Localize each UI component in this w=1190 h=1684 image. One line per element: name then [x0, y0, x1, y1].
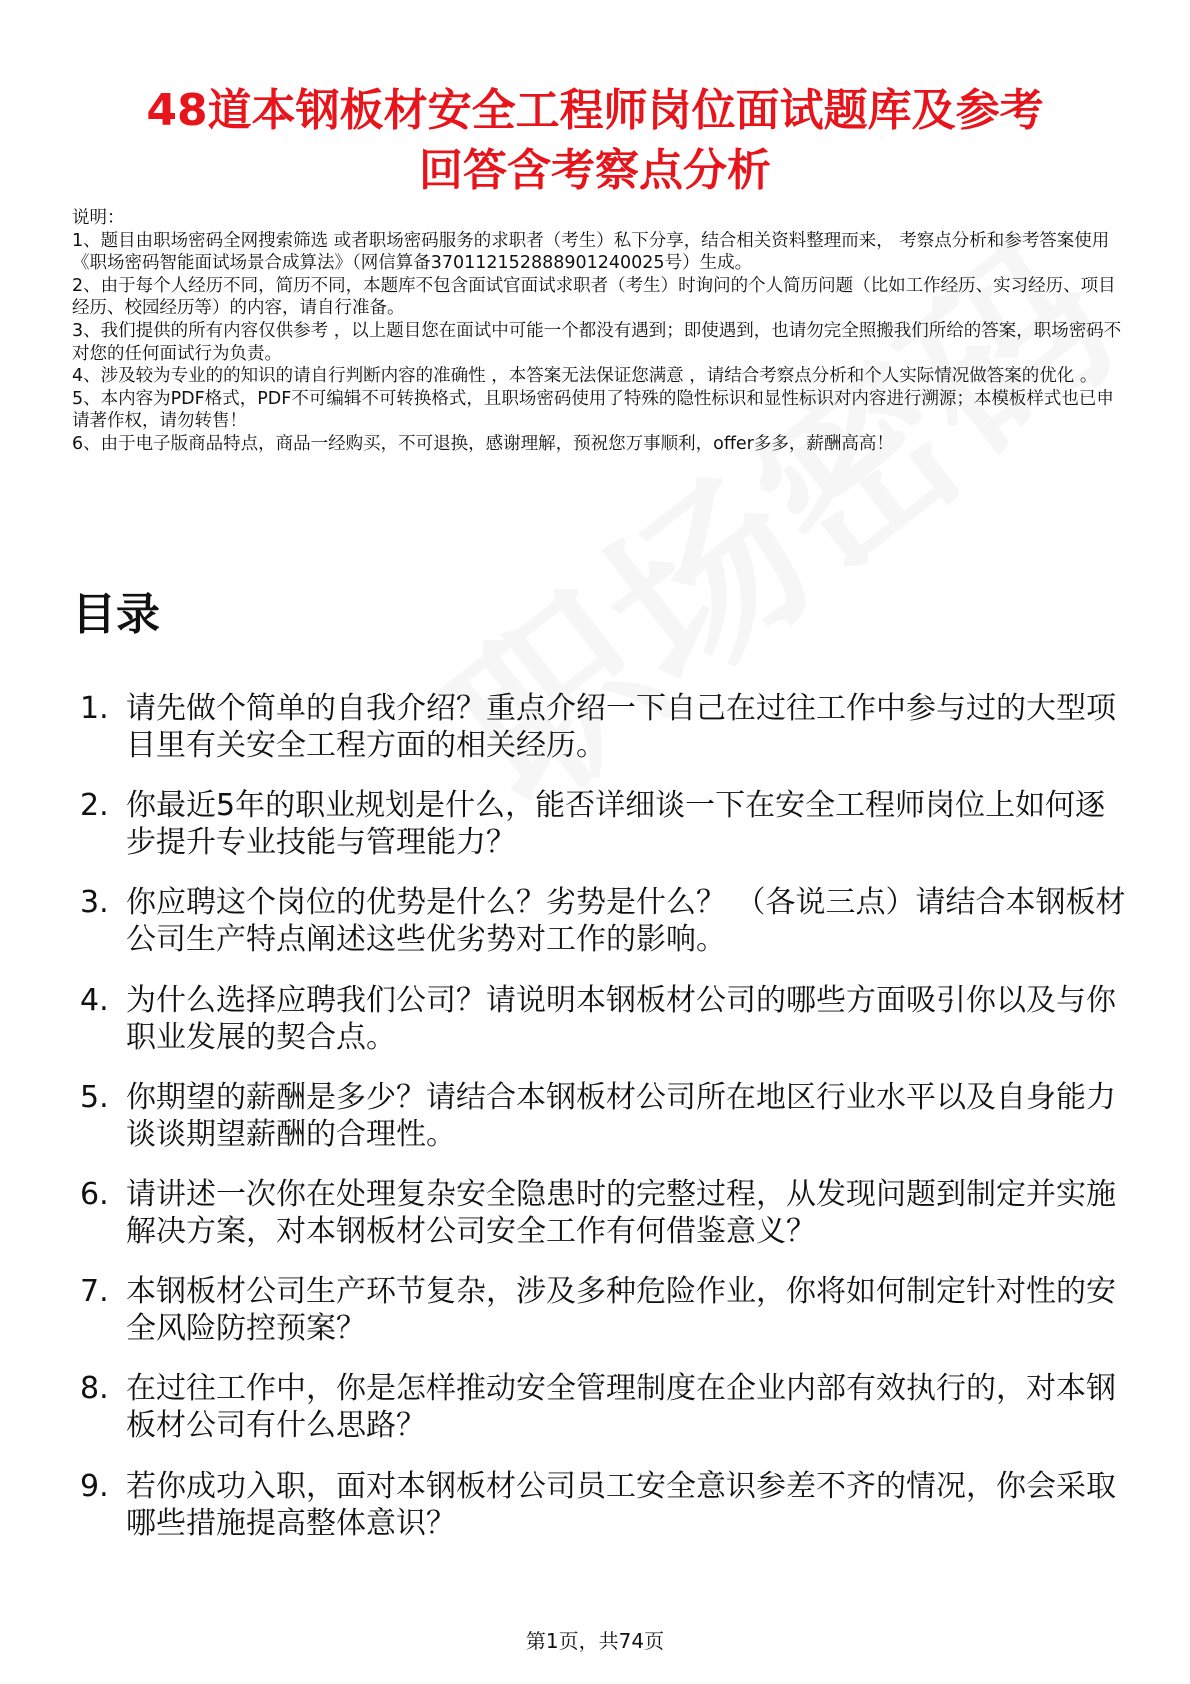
notes-section	[72, 207, 1122, 456]
question-item	[80, 690, 1130, 787]
question-number: 2.	[80, 788, 109, 824]
note-item: 6、由于电子版商品特点，商品一经购买，不可退换，感谢理解，预祝您万事顺利，offer多多，薪酬高高！	[72, 433, 894, 454]
note-item: 2、由于每个人经历不同，简历不同，本题库不包含面试官面试求职者（考生）时询问的个人简历问题（比如工作经历、实习经历、项目经历、校园经历等）的内容，请自行准备。	[72, 275, 1116, 319]
note-item: 5、本内容为PDF格式，PDF不可编辑不可转换格式，且职场密码使用了特殊的隐性标识和显性标识对内容进行溯源；本模板样式也已申请著作权，请勿转售！	[72, 388, 1114, 432]
note-item: 3、我们提供的所有内容仅供参考 ，以上题目您在面试中可能一个都没有遇到；即使遇到，也请勿完全照搬我们所给的答案，职场密码不对您的任何面试行为负责。	[72, 320, 1122, 364]
note-item: 4、涉及较为专业的的知识的请自行判断内容的准确性 ，本答案无法保证您满意 ，请结合考察点分析和个人实际情况做答案的优化 。	[72, 366, 1098, 387]
toc-heading: 目录	[72, 589, 160, 640]
question-list	[80, 690, 1130, 1565]
question-text: 你期望的薪酬是多少？请结合本钢板材公司所在地区行业水平以及自身能力谈谈期望薪酬的合理性。	[126, 1079, 1116, 1152]
notes-heading: 说明：	[72, 208, 125, 228]
question-item	[80, 787, 1130, 884]
note-item: 1、题目由职场密码全网搜索筛选 或者职场密码服务的求职者（考生）私下分享，结合相关资料整理而来， 考察点分析和参考答案使用《职场密码智能面试场景合成算法》（网信算备370112152888901240025号）生成。	[72, 230, 1110, 274]
question-item	[80, 982, 1130, 1079]
question-item	[80, 884, 1130, 981]
question-text: 请讲述一次你在处理复杂安全隐患时的完整过程，从发现问题到制定并实施解决方案，对本钢板材公司安全工作有何借鉴意义？	[126, 1176, 1116, 1249]
question-number: 5.	[80, 1079, 109, 1115]
question-number: 7.	[80, 1274, 109, 1310]
title-line-2: 回答含考察点分析	[419, 145, 771, 197]
question-number: 3.	[80, 885, 109, 921]
question-text: 你应聘这个岗位的优势是什么？劣势是什么？ （各说三点）请结合本钢板材公司生产特点阐述这些优劣势对工作的影响。	[126, 885, 1126, 958]
question-item	[80, 1273, 1130, 1370]
question-number: 1.	[80, 691, 109, 726]
question-number: 8.	[80, 1371, 109, 1407]
document-title	[60, 81, 1130, 201]
question-number: 4.	[80, 982, 109, 1018]
question-item	[80, 1176, 1130, 1273]
question-item	[80, 1370, 1130, 1467]
question-text: 你最近5年的职业规划是什么，能否详细谈一下在安全工程师岗位上如何逐步提升专业技能与管理能力？	[126, 788, 1106, 861]
question-item	[80, 1079, 1130, 1176]
question-text: 若你成功入职，面对本钢板材公司员工安全意识参差不齐的情况，你会采取哪些措施提高整体意识？	[126, 1468, 1116, 1541]
question-item	[80, 1468, 1130, 1565]
question-text: 为什么选择应聘我们公司？请说明本钢板材公司的哪些方面吸引你以及与你职业发展的契合点。	[126, 982, 1116, 1055]
question-text: 请先做个简单的自我介绍？重点介绍一下自己在过往工作中参与过的大型项目里有关安全工程方面的相关经历。	[126, 691, 1116, 763]
question-number: 9.	[80, 1468, 109, 1504]
question-text: 本钢板材公司生产环节复杂，涉及多种危险作业，你将如何制定针对性的安全风险防控预案？	[126, 1274, 1116, 1347]
title-line-1: 48道本钢板材安全工程师岗位面试题库及参考	[146, 85, 1044, 137]
question-text: 在过往工作中，你是怎样推动安全管理制度在企业内部有效执行的，对本钢板材公司有什么思路？	[126, 1371, 1116, 1444]
page-footer: 第1页，共74页	[525, 1629, 665, 1653]
question-number: 6.	[80, 1176, 109, 1212]
